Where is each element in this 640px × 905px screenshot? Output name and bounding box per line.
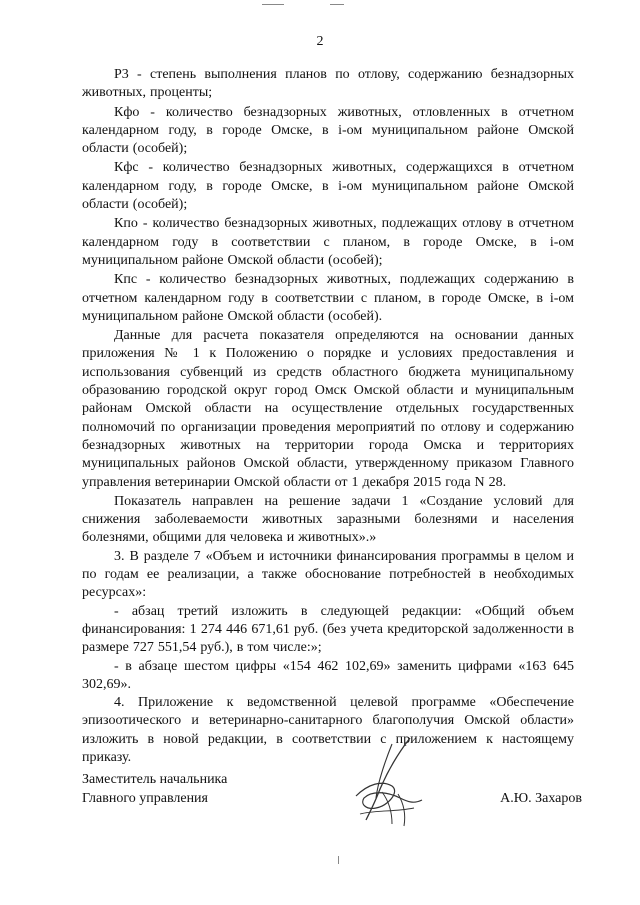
scan-artifact-top-right: [330, 4, 344, 5]
signer-title-line2: Главного управления: [82, 791, 208, 806]
paragraph-kfo-definition: Кфо - количество безнадзорных животных, отловленных в отчетном календарном году, в городе Омске, в i-ом муниципальном районе Омской области (особей);: [82, 104, 574, 157]
paragraph-section-7: 3. В разделе 7 «Объем и источники финансирования программы в целом и по годам ее реализации, а также обоснование потребностей в необходимых ресурсах»:: [82, 548, 574, 601]
paragraph-kfs-definition: Кфс - количество безнадзорных животных, содержащихся в отчетном календарном году, в городе Омске, в i-ом муниципальном районе Омской области (особей);: [82, 160, 574, 213]
handwritten-signature: [348, 734, 430, 834]
document-body: [82, 66, 574, 767]
signer-name: А.Ю. Захаров: [500, 791, 582, 806]
paragraph-data-source: Данные для расчета показателя определяются на основании данных приложения № 1 к Положению о порядке и условиях предоставления и использования субвенций из средств областного бюджета муниципальному образованию городской округ город Омск Омской области и муниципальным районам Омской области на осуществление отдельных государственных полномочий по организации проведения мероприятий по отлову и содержанию безнадзорных животных на территории города Омска и территориях муниципальных районов Омской области, утвержденному приказом Главного управления ветеринарии Омской области от 1 декабря 2015 года N 28.: [82, 328, 574, 490]
scan-artifact-bottom: [338, 856, 339, 864]
paragraph-indicator-purpose: Показатель направлен на решение задачи 1 «Создание условий для снижения заболеваемости животных заразными болезнями и населения болезнями, общими для человека и животных».»: [82, 493, 574, 546]
scan-artifact-top: [262, 4, 284, 5]
signer-title-line1: Заместитель начальника: [82, 772, 228, 787]
paragraph-sixth-abzac: - в абзаце шестом цифры «154 462 102,69» заменить цифрами «163 645 302,69».: [82, 658, 574, 692]
paragraph-appendix: 4. Приложение к ведомственной целевой программе «Обеспечение эпизоотического и ветеринарно-санитарного благополучия Омской области» изложить в новой редакции, в соответствии с приложением к настоящему приказу.: [82, 695, 574, 765]
paragraph-kpo-definition: Кпо - количество безнадзорных животных, подлежащих отлову в отчетном календарном году в соответствии с планом, в городе Омске, в i-ом муниципальном районе Омской области (особей);: [82, 216, 574, 268]
signature-block: [82, 770, 582, 830]
paragraph-third-abzac: - абзац третий изложить в следующей редакции: «Общий объем финансирования: 1 274 446 671,61 руб. (без учета кредиторской задолженности в размере 727 551,54 руб.), в том числе:»;: [82, 603, 574, 656]
page-number: 2: [316, 34, 324, 49]
paragraph-kps-definition: Кпс - количество безнадзорных животных, подлежащих содержанию в отчетном календарном году в соответствии с планом, в городе Омске, в i-ом муниципальном районе Омской области (особей).: [82, 272, 574, 324]
signer-title: [82, 770, 227, 808]
paragraph-r3-definition: Р3 - степень выполнения планов по отлову, содержанию безнадзорных животных, проценты;: [82, 67, 574, 101]
